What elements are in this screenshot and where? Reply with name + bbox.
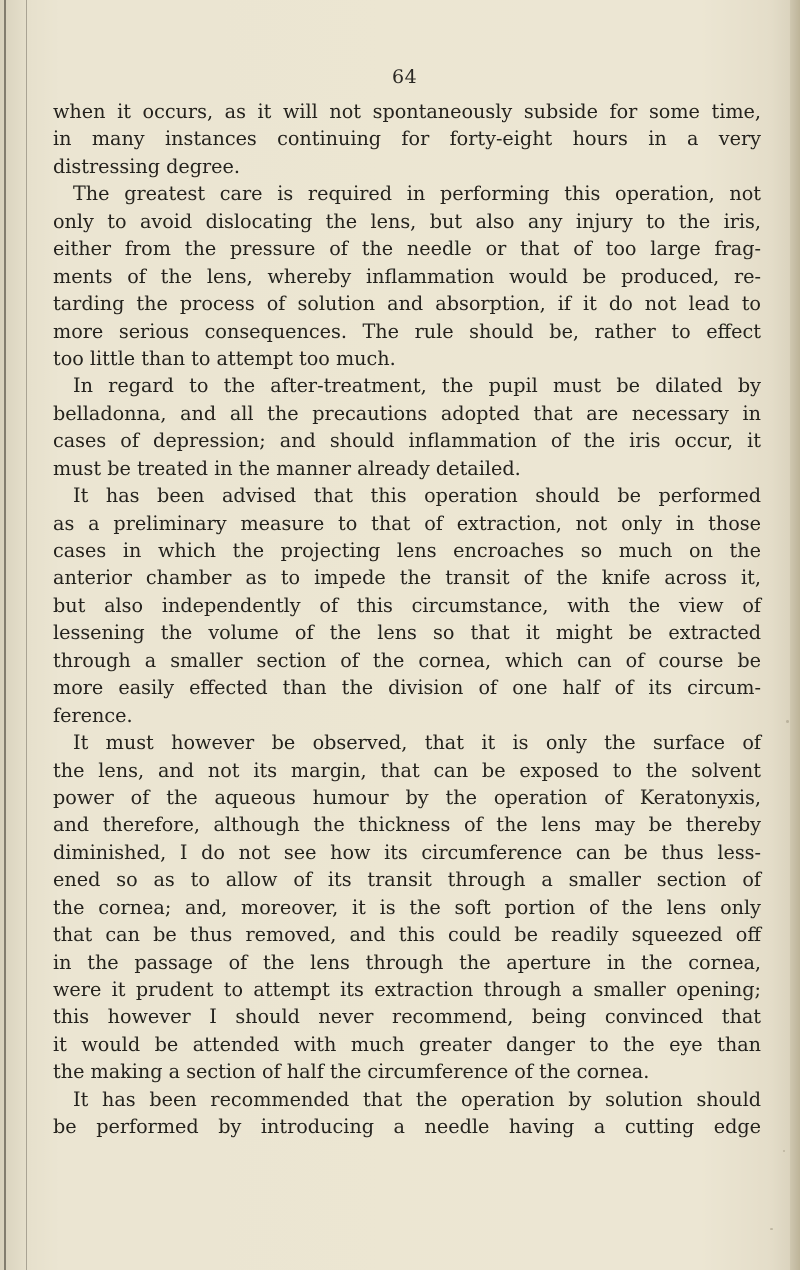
text-line: The greatest care is required in performing this operation, not [73, 182, 761, 206]
text-line: tarding the process of solution and absorption, if it do not lead to [53, 292, 761, 316]
text-line: and therefore, although the thickness of the lens may be thereby [53, 813, 761, 837]
binding-gutter-line [4, 0, 6, 1270]
text-line: this however I should never recommend, being convinced that [53, 1005, 761, 1029]
text-line: must be treated in the manner already detailed. [53, 456, 521, 480]
text-line: distressing degree. [53, 154, 240, 178]
text-line: ened so as to allow of its transit through a smaller section of [53, 868, 761, 892]
text-line: too little than to attempt too much. [53, 346, 396, 370]
text-line: anterior chamber as to impede the transit of the knife across it, [53, 566, 761, 590]
text-line: cases in which the projecting lens encroaches so much on the [53, 539, 761, 562]
text-line: only to avoid dislocating the lens, but also any injury to the iris, [53, 209, 761, 233]
text-line: through a smaller section of the cornea, which can of course be [53, 648, 761, 672]
text-line: when it occurs, as it will not spontaneously subside for some time, [53, 100, 761, 123]
text-line: the cornea; and, moreover, it is the soft portion of the lens only [53, 895, 761, 919]
binding-gutter-shadow [26, 0, 27, 1270]
paper-speck [786, 720, 789, 723]
text-line: that can be thus removed, and this could be readily squeezed off [53, 923, 761, 947]
text-line: the making a section of half the circumference of the cornea. [53, 1060, 650, 1084]
text-line: the lens, and not its margin, that can be exposed to the solvent [53, 758, 761, 782]
text-line: as a preliminary measure to that of extraction, not only in those [53, 511, 761, 535]
text-line: be performed by introducing a needle having a cutting edge [53, 1115, 761, 1139]
text-line: ference. [53, 703, 133, 727]
text-line: cases of depression; and should inflammation of the iris occur, it [53, 429, 761, 453]
text-line: but also independently of this circumstance, with the view of [53, 593, 761, 617]
text-line: ments of the lens, whereby inflammation would be produced, re- [53, 264, 761, 288]
text-line: it would be attended with much greater danger to the eye than [53, 1032, 761, 1056]
body-text [53, 98, 761, 1141]
text-line: in many instances continuing for forty-eight hours in a very [53, 127, 761, 151]
text-line: either from the pressure of the needle or that of too large frag- [53, 237, 761, 261]
text-line: It has been recommended that the operation by solution should [73, 1087, 761, 1111]
page-number: 64 [392, 66, 418, 88]
text-line: in the passage of the lens through the aperture in the cornea, [53, 950, 761, 974]
text-line: power of the aqueous humour by the operation of Keratonyxis, [53, 785, 761, 809]
text-line: In regard to the after-treatment, the pupil must be dilated by [73, 374, 761, 398]
text-line: more serious consequences. The rule should be, rather to effect [53, 319, 761, 343]
text-line: belladonna, and all the precautions adopted that are necessary in [53, 401, 761, 425]
text-line: were it prudent to attempt its extraction through a smaller opening; [53, 978, 761, 1001]
text-line: more easily effected than the division of one half of its circum- [53, 676, 761, 700]
page-edge-shadow [790, 0, 800, 1270]
text-line: It has been advised that this operation should be performed [73, 484, 761, 508]
paper-speck [770, 1228, 773, 1230]
paper-speck [783, 1150, 785, 1152]
text-line: diminished, I do not see how its circumference can be thus less- [53, 840, 761, 864]
text-line: It must however be observed, that it is only the surface of [73, 731, 761, 755]
text-line: lessening the volume of the lens so that it might be extracted [53, 621, 761, 645]
